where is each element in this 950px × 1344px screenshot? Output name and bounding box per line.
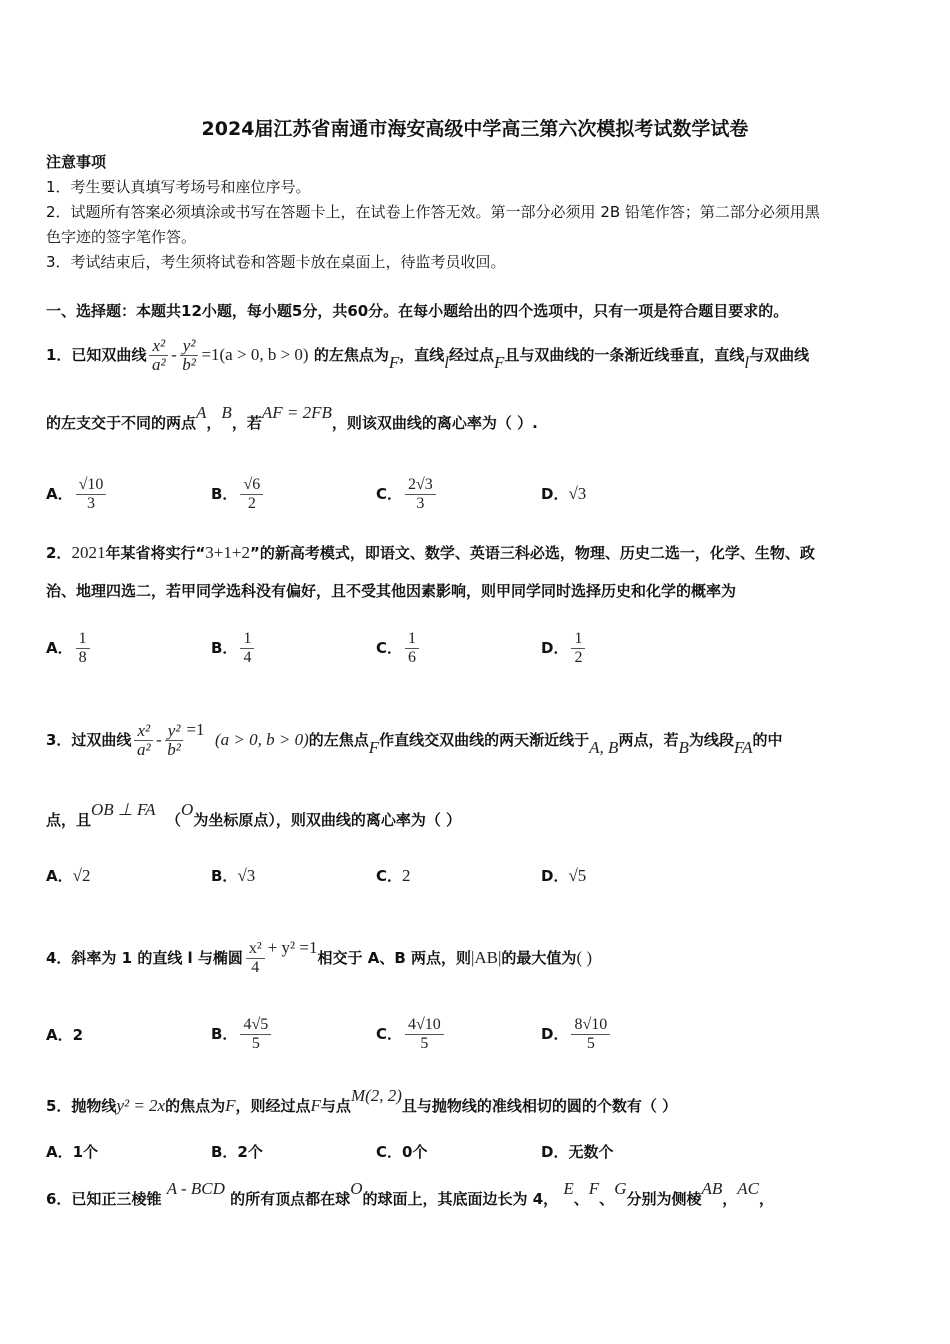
text-segment: 的所有顶点都在球 [230,1190,351,1208]
text-segment: 年某省将实行“ [105,544,206,562]
question-4-line [46,940,592,977]
text-segment: 的球面上，其底面边长为 4， [362,1190,559,1208]
question-5-line [46,1086,678,1116]
text-segment [405,476,436,513]
text-segment: 3 [87,495,95,512]
text-segment: A． [46,485,73,503]
text-segment: 4 [243,649,252,666]
text-segment: E [563,1179,574,1198]
q2-option-a[interactable] [46,630,93,667]
text-segment [149,337,168,374]
text-segment: C． [376,867,403,885]
text-segment: （ [166,811,182,829]
text-segment: AF = 2FB [261,403,332,422]
text-segment: √3 [568,484,587,503]
text-segment [180,337,199,374]
text-segment: 6 [408,649,417,666]
q2-option-d[interactable] [541,630,588,667]
text-segment: ，若 [231,414,262,432]
notice-heading: 注意事项 [46,153,107,171]
text-segment: OB ⊥ FA [91,800,156,819]
q4-option-b[interactable] [211,1016,274,1053]
text-segment: 、 [573,1190,589,1208]
q5-option-a[interactable]: A．1个 [46,1143,99,1161]
text-segment: A - BCD [166,1179,225,1198]
text-segment: 4√5 [240,1016,271,1035]
text-segment: G [614,1179,627,1198]
text-segment: + y² =1 [267,938,318,957]
text-segment: √6 [240,476,263,495]
text-segment: A． [46,639,73,657]
text-segment: A, B [589,738,619,757]
text-segment: F [225,1096,236,1115]
q4-option-c[interactable] [376,1016,447,1053]
text-segment: y² = 2x [116,1096,166,1115]
text-segment: 2√3 [405,476,436,495]
text-segment: 8√10 [571,1016,610,1035]
text-segment [405,1016,444,1053]
question-3-line-1 [46,722,782,759]
text-segment: a² [136,740,151,759]
text-segment: 1 [405,630,419,649]
text-segment: F [588,1179,600,1198]
text-segment: 5 [251,1035,260,1052]
text-segment: 且与双曲线的一条渐近线垂直，直线 [504,346,745,364]
question-6-line [46,1179,775,1209]
text-segment: 的中 [752,731,783,749]
text-segment [246,940,265,977]
text-segment: A． [46,867,73,885]
question-2-line-2: 治、地理四选二，若甲同学选科没有偏好，且不受其他因素影响，则甲同学同时选择历史和化学的概率为 [46,582,737,600]
text-segment: 的左焦点 [308,731,369,749]
text-segment: D． [541,485,569,503]
text-segment: - [171,345,177,364]
notice-item: 3．考试结束后，考生须将试卷和答题卡放在桌面上，待监考员收回。 [46,253,506,271]
q5-option-b[interactable]: B．2个 [211,1143,263,1161]
text-segment: ”的新高考模式，即语文、数学、英语三科必选，物理、历史二选一，化学、生物、政 [249,544,815,562]
text-segment: M(2, 2) [350,1086,402,1105]
text-segment: x² [134,722,153,741]
text-segment: ，则该双曲线的离心率为（ ）. [331,414,538,432]
text-segment: 6．已知正三棱锥 [46,1190,162,1208]
text-segment: 5 [586,1035,595,1052]
text-segment: 为坐标原点），则双曲线的离心率为（ ） [193,811,462,829]
text-segment: 两点，若 [618,731,679,749]
text-segment: C． [376,639,403,657]
text-segment: AB [701,1179,723,1198]
text-segment: 的左支交于不同的两点 [46,414,197,432]
text-segment [76,630,90,667]
text-segment: A [196,403,207,422]
text-segment: O [181,800,194,819]
q4-option-a[interactable]: A．2 [46,1026,84,1044]
text-segment: √3 [237,866,256,885]
text-segment: =1(a > 0, b > 0) [201,345,309,364]
text-segment: a² [151,355,166,374]
text-segment: F [368,738,380,757]
notice-item: 色字迹的签字笔作答。 [46,228,197,246]
text-segment: x² [246,940,265,959]
text-segment: 5．抛物线 [46,1097,117,1115]
q3-option-c[interactable] [376,866,411,886]
section-heading: 一、选择题：本题共12小题，每小题5分，共60分。在每小题给出的四个选项中，只有一项是符合题目要求的。 [46,302,789,320]
text-segment [240,476,263,513]
text-segment: 经过点 [448,346,494,364]
text-segment: b² [182,355,196,374]
text-segment: ，直线 [399,346,445,364]
text-segment: y² [165,722,184,741]
text-segment: 相交于 A、B 两点，则 [317,949,471,967]
text-segment: 且与抛物线的准线相切的圆的个数有（ ） [401,1097,678,1115]
text-segment: 4．斜率为 1 的直线 l 与椭圆 [46,949,243,967]
text-segment: 点，且 [46,811,92,829]
text-segment: ， [722,1190,738,1208]
text-segment: ， [759,1190,775,1208]
q2-option-b[interactable] [211,630,257,667]
text-segment: F [310,1096,321,1115]
notice-item: 2．试题所有答案必须填涂或书写在答题卡上，在试卷上作答无效。第一部分必须用 2B 铅笔作答；第二部分必须用黑 [46,203,820,221]
text-segment: 3+1+2 [205,543,250,562]
text-segment: √2 [72,866,91,885]
text-segment: (a > 0, b > 0) [214,730,309,749]
text-segment: C． [376,485,403,503]
text-segment: 1 [76,630,90,649]
question-2-line-1 [46,543,815,563]
text-segment: D． [541,639,569,657]
text-segment: F [493,353,505,372]
text-segment: B [678,738,689,757]
text-segment [240,630,254,667]
text-segment [240,1016,271,1053]
text-segment [405,630,419,667]
text-segment: 2． [46,544,72,562]
question-1-line-1 [46,337,809,374]
text-segment: B [221,403,232,422]
text-segment [571,1016,610,1053]
text-segment: 8 [78,649,87,666]
q1-option-a[interactable] [46,476,109,513]
text-segment: AC [737,1179,760,1198]
text-segment: 3 [416,495,425,512]
text-segment: ， [206,414,222,432]
text-segment: l [744,353,750,372]
text-segment: B． [211,485,238,503]
text-segment: 5 [420,1035,429,1052]
text-segment [76,476,107,513]
question-3-line-2 [46,800,462,830]
text-segment: 、 [599,1190,615,1208]
q5-option-c[interactable]: C．0个 [376,1143,428,1161]
q5-option-d[interactable]: D．无数个 [541,1143,614,1161]
text-segment: 2 [574,649,583,666]
text-segment: x² [149,337,168,356]
page-title: 2024届江苏省南通市海安高级中学高三第六次模拟考试数学试卷 [201,118,749,140]
question-1-line-2 [46,403,538,433]
text-segment: b² [167,740,181,759]
q3-option-d[interactable] [541,866,586,886]
q4-option-d[interactable] [541,1016,613,1053]
text-segment: 与双曲线 [749,346,810,364]
text-segment: 的焦点为 [165,1097,226,1115]
text-segment: 与点 [320,1097,351,1115]
text-segment: - [156,730,162,749]
text-segment: 3．过双曲线 [46,731,132,749]
text-segment: FA [733,738,753,757]
text-segment: 分别为侧棱 [626,1190,702,1208]
q1-option-c[interactable] [376,476,439,513]
q2-option-c[interactable] [376,630,422,667]
text-segment: 4√10 [405,1016,444,1035]
text-segment: B． [211,639,238,657]
text-segment: B． [211,1025,238,1043]
text-segment: √5 [568,866,587,885]
q1-option-d[interactable] [541,484,586,504]
notice-item: 1．考生要认真填写考场号和座位序号。 [46,178,311,196]
text-segment: ( ) [576,948,593,967]
text-segment: |AB| [470,948,502,967]
text-segment: 1．已知双曲线 [46,346,147,364]
text-segment: O [350,1179,363,1198]
text-segment: 1 [571,630,585,649]
q3-option-a[interactable] [46,866,90,886]
text-segment: =1 [186,720,205,739]
text-segment: 2021 [71,543,106,562]
text-segment: 作直线交双曲线的两天渐近线于 [379,731,590,749]
text-segment: D． [541,867,569,885]
q3-option-b[interactable] [211,866,255,886]
text-segment: √10 [76,476,107,495]
text-segment: ，则经过点 [235,1097,311,1115]
text-segment [571,630,585,667]
text-segment: 1 [240,630,254,649]
text-segment: l [444,353,449,372]
text-segment: B． [211,867,238,885]
text-segment [165,722,184,759]
text-segment [134,722,153,759]
text-segment: 的最大值为 [501,949,577,967]
text-segment: 4 [251,959,260,976]
text-segment: 2 [247,495,256,512]
text-segment: D． [541,1025,569,1043]
text-segment: F [388,353,400,372]
text-segment: 为线段 [688,731,734,749]
text-segment: y² [180,337,199,356]
q1-option-b[interactable] [211,476,266,513]
text-segment: 2 [402,866,411,885]
text-segment: C． [376,1025,403,1043]
text-segment: 的左焦点为 [313,346,389,364]
